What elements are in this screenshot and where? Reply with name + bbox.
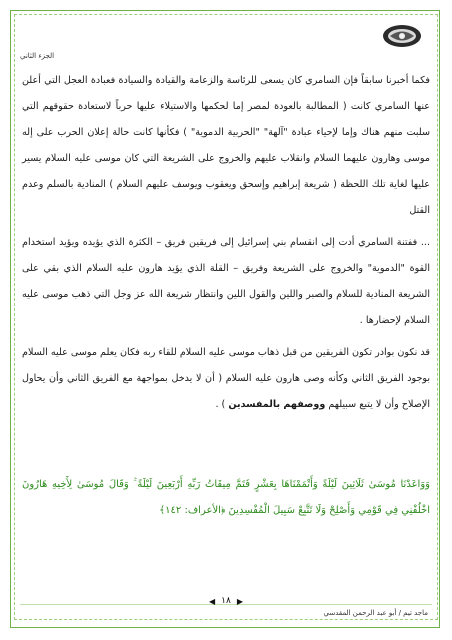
page-number: ١٨	[221, 596, 231, 606]
paragraph-3-bold: ووصفهم بالمفسدين	[228, 399, 326, 410]
paragraph-3	[22, 340, 430, 418]
book-logo-icon	[382, 24, 422, 48]
verse-text: وَوَاعَدْنَا مُوسَىٰ ثَلَاثِينَ لَيْلَةً وَأَتْمَمْنَاهَا بِعَشْرٍ فَتَمَّ مِيقَاتُ رَبِّهِ أَرْبَعِينَ لَيْلَةً ۚ وَقَالَ مُوسَىٰ لِأَخِيهِ هَارُونَ اخْلُفْنِي فِي قَوْمِي وَأَصْلِحْ وَلَا تَتَّبِعْ سَبِيلَ الْمُفْسِدِينَ	[22, 479, 430, 516]
body-text	[22, 68, 430, 424]
volume-label: الجزء الثاني	[20, 52, 55, 60]
author-credit: ماجد تيم / أبو عبد الرحمن المقدسي	[323, 609, 428, 617]
paragraph-2: ... ففتنة السامري أدت إلى انقسام بني إسرائيل إلى فريقين فريق – الكثرة الذي يؤيده ويؤيد استخدام القوة "الدموية" والخروج على الشريعة وفريق – القلة الذي يؤيد هارون عليه السلام الذي بقي على الشريعة المنادية للسلام والصبر واللين والقول اللين وانتظار شريعة الله عز وجل التي ذهب موسى عليه السلام لإحضارها .	[22, 237, 430, 326]
paragraph-3-end: ) .	[215, 399, 229, 410]
triangle-right-icon: ▶	[236, 596, 243, 606]
triangle-left-icon: ◀	[209, 596, 216, 606]
paragraph-3-text: قد نكون بوادر تكون الفريقين من قبل ذهاب موسى عليه السلام للقاء ربه فكان يعلم موسى عليه السلام بوجود الفريق الثاني وكأنه وصى هارون عليه السلام ( أن لا يدخل بمواجهة مع الفريق الثاني وأن يحاول الإصلاح وأن لا يتبع سبيلهم	[22, 347, 430, 410]
page-number-block	[196, 594, 256, 608]
verse-reference: ﴿الأعراف: ١٤٢﴾	[159, 505, 226, 516]
quran-verse	[22, 472, 430, 524]
paragraph-1: فكما أخبرنا سابقاً فإن السامري كان يسعى للرئاسة والزعامة والقيادة والسيادة فعبادة العجل التي أعلن عنها السامري كانت ( المطالبة بالعودة لمصر إما لحكمها والاستيلاء عليها حرباً لاستعادة حقوقهم التي سلبت منهم هناك وإما لإحياء عبادة "آلهة" "الحربية الدموية" ) فكأنها كانت حالة إعلان الحرب على إله موسى وهارون عليهما السلام وانقلاب عليهم والخروج على الشريعة التي كان موسى عليه السلام يسير عليها لغاية تلك اللحظة ( شريعة إبراهيم وإسحق ويعقوب ويوسف عليهم السلام ) المنادية بالسلم وعدم القتل	[22, 75, 430, 216]
